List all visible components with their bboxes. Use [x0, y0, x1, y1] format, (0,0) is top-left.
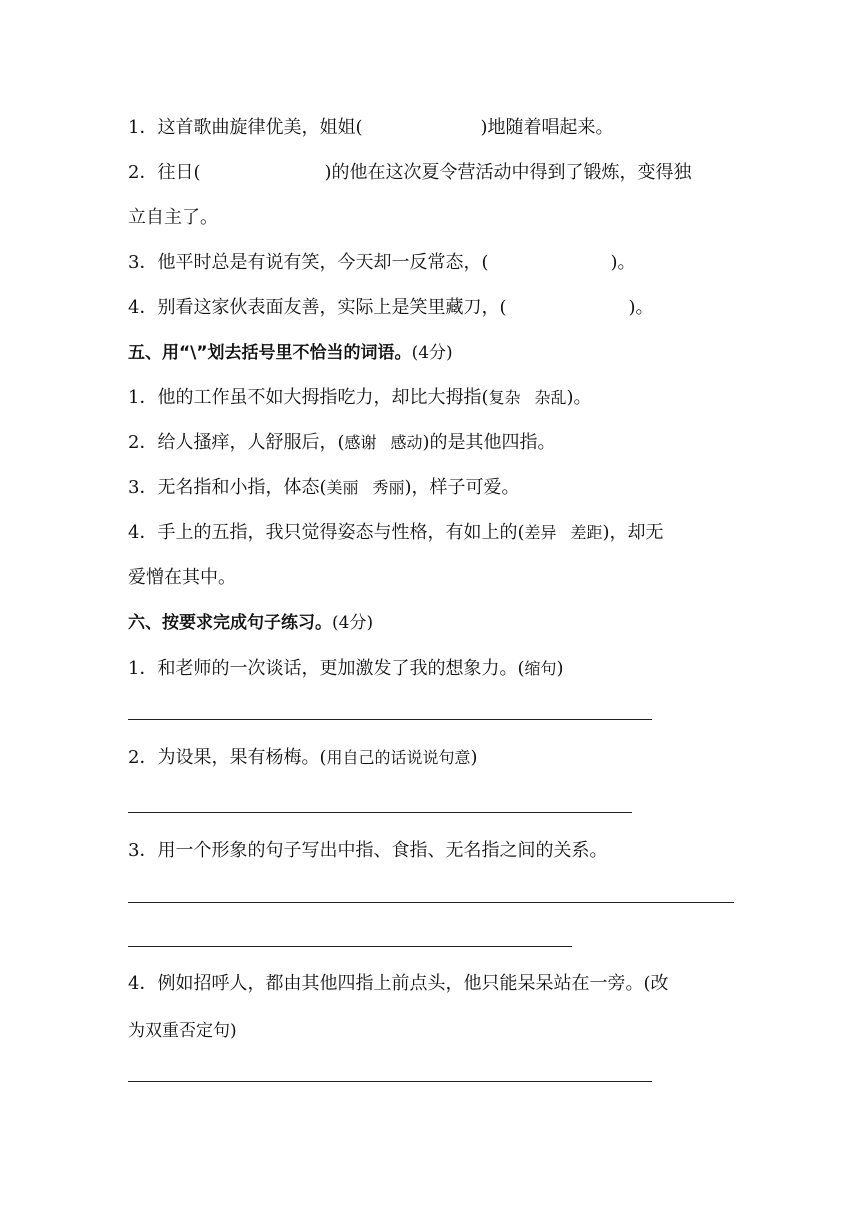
choice-item-2 — [128, 431, 738, 455]
fill-item-text: 2．往日( — [128, 162, 201, 183]
section-title: 六、按要求完成句子练习。 — [128, 613, 332, 633]
fill-item-1 — [128, 116, 738, 140]
sentence-item-4: 4．例如招呼人，都由其他四指上前点头，他只能呆呆站在一旁。(改 — [128, 973, 669, 994]
choice-item-text: )。 — [566, 387, 592, 408]
choice-item-text: 1．他的工作虽不如大拇指吃力，却比大拇指( — [128, 387, 489, 408]
answer-line[interactable] — [128, 812, 632, 813]
word-option[interactable]: 美丽 — [326, 478, 359, 497]
choice-item-3 — [128, 476, 738, 500]
fill-item-2-cont: 立自主了。 — [128, 207, 218, 228]
choice-item-text: 2．给人搔痒，人舒服后，( — [128, 432, 345, 453]
fill-item-text: )。 — [610, 252, 636, 273]
fill-item-text: )的他在这次夏令营活动中得到了锻炼，变得独 — [324, 162, 692, 183]
sentence-item-1 — [128, 657, 738, 681]
choice-item-text: 4．手上的五指，我只觉得姿态与性格，有如上的( — [128, 522, 525, 543]
sentence-item-3: 3．用一个形象的句子写出中指、食指、无名指之间的关系。 — [128, 840, 608, 861]
fill-item-4 — [128, 296, 738, 320]
fill-item-text: 1．这首歌曲旋律优美，姐姐( — [128, 117, 363, 138]
answer-line[interactable] — [128, 946, 572, 947]
requirement-text: 缩句 — [524, 659, 557, 678]
choice-item-text: )，样子可爱。 — [404, 477, 520, 498]
word-option[interactable]: 复杂 — [488, 388, 521, 407]
section-6-heading — [128, 611, 738, 635]
choice-item-4 — [128, 521, 738, 545]
word-option[interactable]: 差距 — [570, 523, 603, 542]
requirement-text: 用自己的话说说句意 — [326, 748, 471, 767]
word-option[interactable]: 秀丽 — [372, 478, 405, 497]
answer-line[interactable] — [128, 902, 734, 903]
word-option[interactable]: 感谢 — [344, 433, 377, 452]
fill-item-text: 4．别看这家伙表面友善，实际上是笑里藏刀，( — [128, 297, 507, 318]
sentence-text: 2．为设果，果有杨梅。( — [128, 747, 327, 768]
word-option[interactable]: 杂乱 — [534, 388, 567, 407]
sentence-text: ) — [470, 747, 478, 768]
fill-item-text: )地随着唱起来。 — [480, 117, 614, 138]
sentence-text: 1．和老师的一次谈话，更加激发了我的想象力。( — [128, 658, 525, 679]
sentence-item-4-cont: 为双重否定句) — [128, 1021, 237, 1041]
section-title: 五、用“\”划去括号里不恰当的词语。 — [128, 343, 412, 363]
sentence-text: ) — [556, 658, 564, 679]
word-option[interactable]: 感动 — [390, 433, 423, 452]
section-score: (4分) — [411, 343, 453, 363]
fill-item-text: )。 — [628, 297, 654, 318]
choice-item-text: )，却无 — [602, 522, 664, 543]
choice-item-text: 3．无名指和小指，体态( — [128, 477, 327, 498]
choice-item-text: )的是其他四指。 — [422, 432, 556, 453]
sentence-item-2 — [128, 746, 738, 770]
word-option[interactable]: 差异 — [524, 523, 557, 542]
choice-item-4-cont: 爱憎在其中。 — [128, 567, 236, 588]
fill-item-text: 3．他平时总是有说有笑，今天却一反常态，( — [128, 252, 489, 273]
section-5-heading — [128, 341, 738, 365]
fill-item-3 — [128, 251, 738, 275]
answer-line[interactable] — [128, 719, 652, 720]
fill-item-2 — [128, 161, 738, 185]
section-score: (4分) — [332, 613, 374, 633]
answer-line[interactable] — [128, 1081, 652, 1082]
choice-item-1 — [128, 386, 738, 410]
